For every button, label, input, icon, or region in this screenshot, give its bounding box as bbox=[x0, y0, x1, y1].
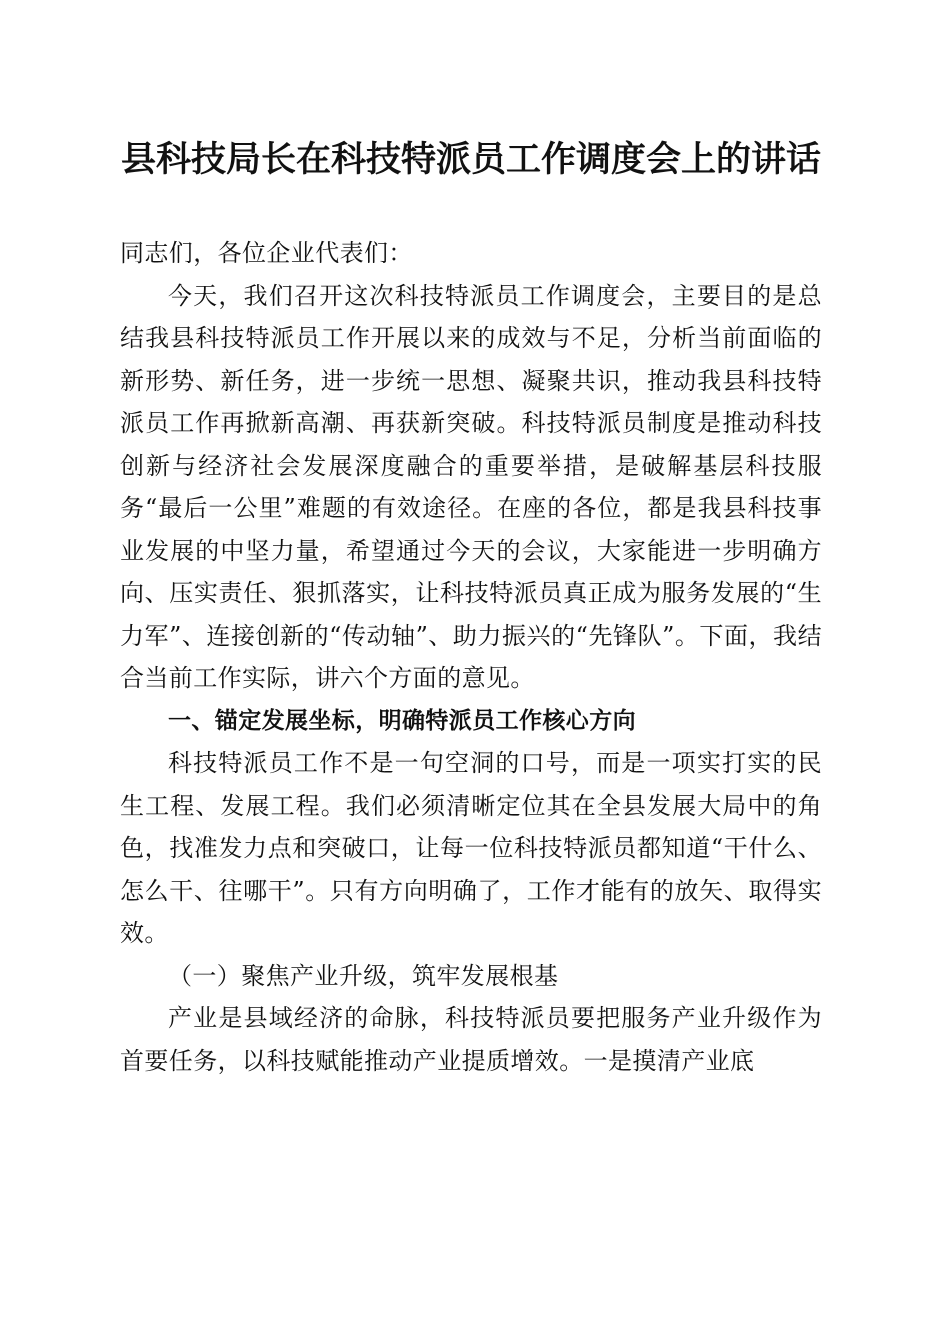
document-title: 县科技局长在科技特派员工作调度会上的讲话 bbox=[120, 140, 821, 180]
document-body bbox=[120, 232, 822, 1082]
subsection-paragraph-1: 产业是县域经济的命脉，科技特派员要把服务产业升级作为首要任务，以科技赋能推动产业提质增效。一是摸清产业底 bbox=[120, 1004, 822, 1075]
intro-paragraph: 今天，我们召开这次科技特派员工作调度会，主要目的是总结我县科技特派员工作开展以来的成效与不足，分析当前面临的新形势、新任务，进一步统一思想、凝聚共识，推动我县科技特派员工作再掀新高潮、再获新突破。科技特派员制度是推动科技创新与经济社会发展深度融合的重要举措，是破解基层科技服务“最后一公里”难题的有效途径。在座的各位，都是我县科技事业发展的中坚力量，希望通过今天的会议，大家能进一步明确方向、压实责任、狠抓落实，让科技特派员真正成为服务发展的“生力军”、连接创新的“传动轴”、助力振兴的“先锋队”。下面，我结合当前工作实际，讲六个方面的意见。 bbox=[120, 281, 822, 692]
greeting-line: 同志们，各位企业代表们： bbox=[120, 239, 413, 267]
subsection-heading-1: （一）聚焦产业升级，筑牢发展根基 bbox=[168, 961, 559, 990]
section-paragraph-1: 科技特派员工作不是一句空洞的口号，而是一项实打实的民生工程、发展工程。我们必须清晰定位其在全县发展大局中的角色，找准发力点和突破口，让每一位科技特派员都知道“干什么、怎么干、往哪干”。只有方向明确了，工作才能有的放矢、取得实效。 bbox=[120, 749, 822, 947]
section-heading-1: 一、锚定发展坐标，明确特派员工作核心方向 bbox=[168, 707, 636, 734]
